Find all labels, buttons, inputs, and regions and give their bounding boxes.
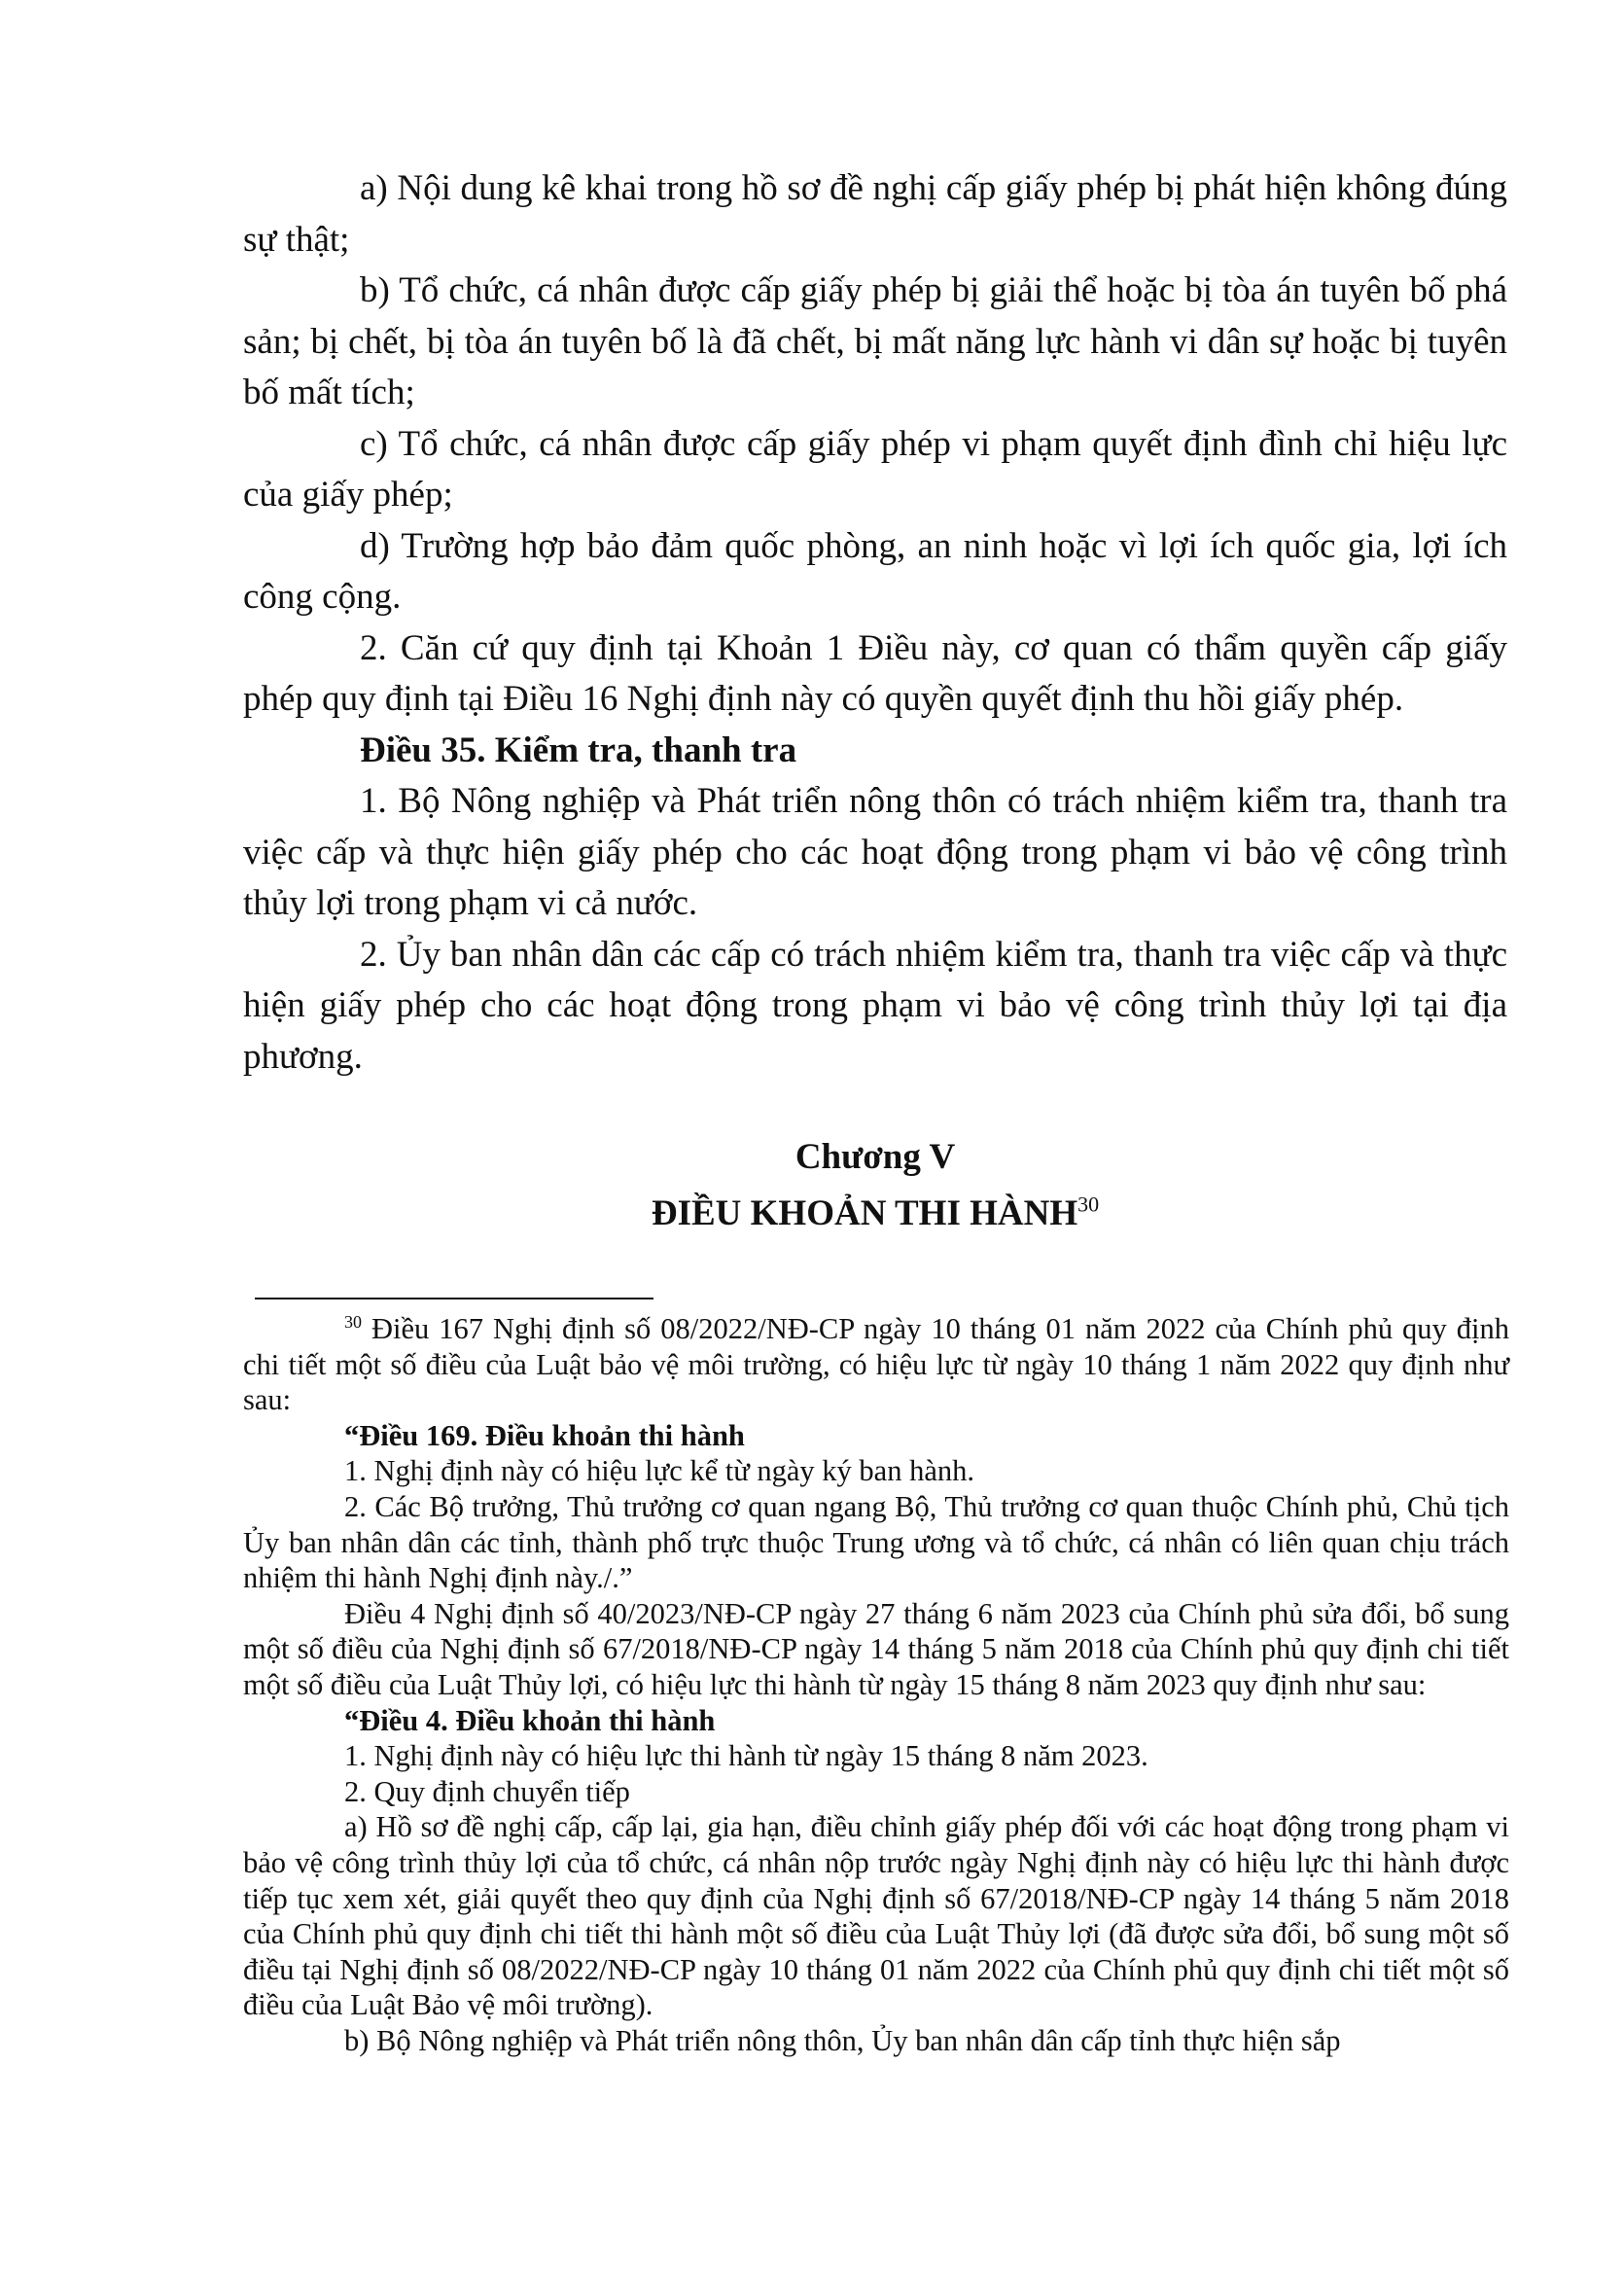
footnote-marker: 30 (344, 1311, 362, 1332)
footnote-intro-text: Điều 167 Nghị định số 08/2022/NĐ-CP ngày 10 tháng 01 năm 2022 của Chính phủ quy định chi tiết một số điều của Luật bảo vệ môi trường, có hiệu lực từ ngày 10 tháng 1 năm 2022 quy định như sau: (243, 1312, 1510, 1417)
footnote-article-169-heading: “Điều 169. Điều khoản thi hành (344, 1418, 745, 1452)
footnote-line: 1. Nghị định này có hiệu lực kể từ ngày ký ban hành. (344, 1454, 975, 1488)
footnote-reference: 30 (1077, 1192, 1100, 1217)
chapter-label: Chương V (794, 1137, 956, 1177)
paragraph-clause-2: 2. Căn cứ quy định tại Khoản 1 Điều này, cơ quan có thẩm quyền cấp giấy phép quy định tại Điều 16 Nghị định này có quyền quyết định thu hồi giấy phép. (243, 627, 1507, 719)
footnote-line: a) Hồ sơ đề nghị cấp, cấp lại, gia hạn, điều chỉnh giấy phép đối với các hoạt động trong phạm vi bảo vệ công trình thủy lợi của tổ chức, cá nhân nộp trước ngày Nghị định này có hiệu lực thi hành được tiếp tục xem xét, giải quyết theo quy định của Nghị định số 67/2018/NĐ-CP ngày 14 tháng 5 năm 2018 của Chính phủ quy định chi tiết thi hành một số điều của Luật Thủy lợi (đã được sửa đổi, bổ sung một số điều tại Nghị định số 08/2022/NĐ-CP ngày 10 tháng 01 năm 2022 của Chính phủ quy định chi tiết một số điều của Luật Bảo vệ môi trường). (243, 1810, 1509, 2022)
footnote-article-4-heading: “Điều 4. Điều khoản thi hành (344, 1703, 716, 1737)
paragraph-clause-d: d) Trường hợp bảo đảm quốc phòng, an ninh hoặc vì lợi ích quốc gia, lợi ích công cộng. (243, 525, 1507, 617)
footnote-line: 1. Nghị định này có hiệu lực thi hành từ ngày 15 tháng 8 năm 2023. (344, 1739, 1148, 1773)
footnote-line: Điều 4 Nghị định số 40/2023/NĐ-CP ngày 27 tháng 6 năm 2023 của Chính phủ sửa đổi, bổ sung một số điều của Nghị định số 67/2018/NĐ-CP ngày 14 tháng 5 năm 2018 của Chính phủ quy định chi tiết một số điều của Luật Thủy lợi, có hiệu lực thi hành từ ngày 15 tháng 8 năm 2023 quy định như sau: (243, 1596, 1509, 1701)
chapter-title-text: ĐIỀU KHOẢN THI HÀNH (651, 1193, 1078, 1233)
paragraph-clause-a: a) Nội dung kê khai trong hồ sơ đề nghị cấp giấy phép bị phát hiện không đúng sự thật; (243, 168, 1507, 260)
chapter-title (243, 1189, 1507, 1239)
paragraph-article-35-1: 1. Bộ Nông nghiệp và Phát triển nông thôn có trách nhiệm kiểm tra, thanh tra việc cấp và thực hiện giấy phép cho các hoạt động trong phạm vi bảo vệ công trình thủy lợi trong phạm vi cả nước. (243, 781, 1507, 923)
paragraph-clause-b: b) Tổ chức, cá nhân được cấp giấy phép bị giải thể hoặc bị tòa án tuyên bố phá sản; bị chết, bị tòa án tuyên bố là đã chết, bị mất năng lực hành vi dân sự hoặc bị tuyên bố mất tích; (243, 270, 1507, 412)
main-body (243, 163, 1507, 1083)
footnote-line: 2. Quy định chuyển tiếp (344, 1774, 630, 1808)
footnote-intro (243, 1311, 1509, 1418)
footnote-separator (255, 1298, 653, 1299)
paragraph-article-35-2: 2. Ủy ban nhân dân các cấp có trách nhiệm kiểm tra, thanh tra việc cấp và thực hiện giấy phép cho các hoạt động trong phạm vi bảo vệ công trình thủy lợi tại địa phương. (243, 934, 1507, 1077)
paragraph-clause-c: c) Tổ chức, cá nhân được cấp giấy phép vi phạm quyết định đình chỉ hiệu lực của giấy phép; (243, 423, 1507, 515)
footnote-line: b) Bộ Nông nghiệp và Phát triển nông thôn, Ủy ban nhân dân cấp tỉnh thực hiện sắp (344, 2023, 1341, 2057)
footnote-block (243, 1311, 1509, 2058)
footnote-line: 2. Các Bộ trưởng, Thủ trưởng cơ quan ngang Bộ, Thủ trưởng cơ quan thuộc Chính phủ, Chủ tịch Ủy ban nhân dân các tỉnh, thành phố trực thuộc Trung ương và tổ chức, cá nhân có liên quan chịu trách nhiệm thi hành Nghị định này./.” (243, 1489, 1509, 1595)
article-35-heading: Điều 35. Kiểm tra, thanh tra (360, 730, 797, 770)
